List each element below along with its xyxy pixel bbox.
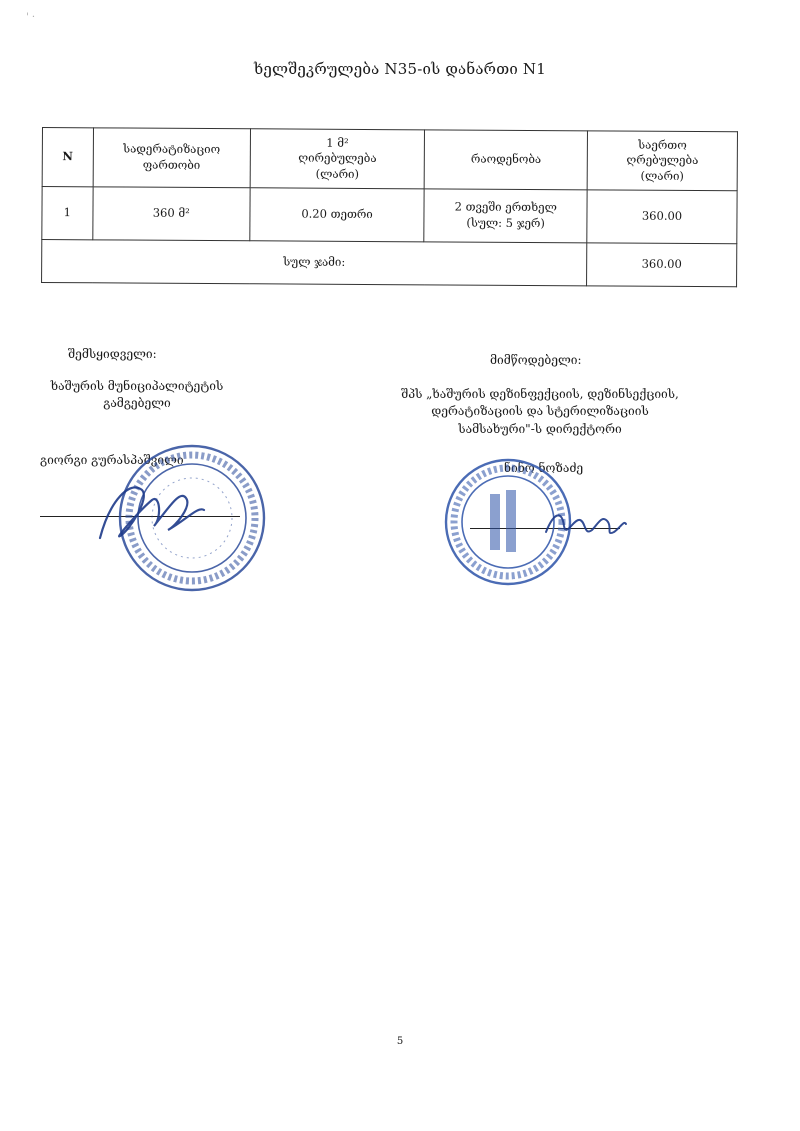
page-number: 5 (396, 1036, 404, 1047)
header-total (587, 131, 737, 191)
scan-artifact-mark: ' · (26, 12, 36, 23)
buyer-name: გიორგი გურასპაშვილი (40, 453, 184, 467)
cell-area: 360 მ² (92, 187, 249, 241)
supplier-org-line1: შპს „ხაშურის დეზინფექციის, დეზინსექციის, (401, 387, 679, 401)
buyer-org-line1: ხაშურის მუნიციპალიტეტის (50, 379, 224, 393)
cell-quantity-line2: (სულ: 5 ჯერ) (466, 215, 545, 231)
header-total-line2: ღრებულება (626, 152, 699, 168)
table-row (42, 187, 737, 244)
header-total-line3: (ლარი) (640, 168, 684, 183)
header-area (93, 128, 251, 188)
table-summary-row (42, 240, 737, 287)
supplier-name: ნინო ნოზაძე (504, 461, 584, 475)
header-price-line1: 1 მ² (326, 135, 349, 150)
supplier-org-line3: სამსახური"-ს დირექტორი (458, 421, 622, 436)
document-title: ხელშეკრულება N35-ის დანართი N1 (254, 60, 546, 78)
cell-price: 0.20 თეთრი (250, 188, 425, 242)
buyer-organization (32, 378, 242, 413)
supplier-heading: მიმწოდებელი: (490, 353, 582, 367)
header-total-line1: საერთო (638, 137, 687, 152)
cell-n: 1 (42, 187, 93, 240)
supplier-handwritten-signature (540, 500, 630, 546)
header-price-line3: (ლარი) (315, 166, 360, 181)
service-table (41, 127, 738, 287)
table-header-row (42, 128, 737, 191)
header-area-line1: სადერატიზაციო (123, 141, 221, 157)
supplier-org-line2: დერატიზაციის და სტერილიზაციის (431, 404, 649, 419)
summary-value: 360.00 (587, 243, 737, 287)
header-price-line2: ღირებულება (298, 150, 377, 166)
buyer-org-line2: გამგებელი (103, 396, 171, 411)
summary-label: სულ ჯამი: (42, 240, 587, 286)
header-price (250, 129, 425, 189)
cell-quantity-line1: 2 თვეში ერთხელ (454, 200, 557, 215)
cell-quantity (424, 189, 587, 243)
buyer-heading: შემსყიდველი: (68, 347, 157, 361)
header-area-line2: ფართობი (142, 157, 201, 172)
buyer-handwritten-signature (90, 470, 210, 550)
header-quantity: რაოდენობა (424, 130, 587, 190)
supplier-organization (380, 386, 700, 438)
header-n: N (42, 128, 93, 187)
cell-total: 360.00 (587, 190, 737, 244)
